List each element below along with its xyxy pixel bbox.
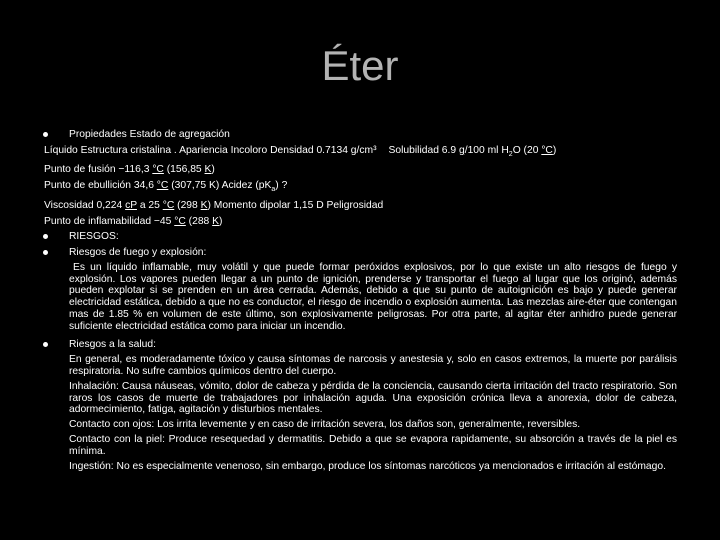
prop-estado-text: Líquido Estructura cristalina . Apariencia Incoloro Densidad 0.7134 g/cm³ <box>44 144 377 156</box>
link-celsius[interactable]: °C <box>156 180 169 192</box>
prop-fusion-text: Punto de fusión −116,3 <box>44 164 153 176</box>
prop-acidez-sub: a <box>271 186 276 194</box>
prop-line-estado <box>44 143 677 163</box>
salud-inhalacion-paragraph: Inhalación: Causa náuseas, vómito, dolor de cabeza y pérdida de la conciencia, causando cierta irritación del tracto respiratorio. Son raros los casos de muerte de trabajadores por inhalación aguda. Una exposición crónica lleva a anorexia, dolor de cabeza, adormecimiento, fatiga, agitación y disturbios mentales. <box>69 380 677 416</box>
link-centipoise[interactable]: cP <box>125 199 137 211</box>
slide-content <box>44 127 677 472</box>
bullet-dot-icon <box>43 132 48 137</box>
slide-title: Éter <box>321 42 399 89</box>
prop-ebullicion-end: ) ? <box>275 180 288 192</box>
link-celsius[interactable]: °C <box>174 215 186 227</box>
prop-viscosidad-temp: a 25 <box>136 199 163 211</box>
bullet-dot-icon <box>43 342 48 347</box>
prop-line-fusion <box>44 162 677 178</box>
link-celsius[interactable]: °C <box>541 144 553 156</box>
prop-ebullicion-acidez: (307,75 K) Acidez (pK <box>168 180 272 192</box>
prop-line-viscosidad <box>44 198 677 214</box>
bullet-propiedades <box>44 127 677 143</box>
prop-solubilidad-temp: O (20 <box>512 144 542 156</box>
fuego-heading: Riesgos de fuego y explosión: <box>69 247 207 259</box>
prop-inflamabilidad-text: Punto de inflamabilidad −45 <box>44 215 175 227</box>
salud-ingestion-paragraph: Ingestión: No es especialmente venenoso, sin embargo, produce los síntomas narcóticos ya mencionados e irritación al estómago. <box>69 460 666 472</box>
salud-general-paragraph: En general, es moderadamente tóxico y causa síntomas de narcosis y anestesia y, solo en casos extremos, la muerte por parálisis respiratoria. No sufre cambios químicos dentro del cuerpo. <box>69 354 677 377</box>
bullet-salud <box>44 337 677 353</box>
link-kelvin[interactable]: K <box>212 215 220 227</box>
salud-ojos-paragraph: Contacto con ojos: Los irrita levemente y en caso de irritación severa, los daños son, generalmente, reversibles. <box>69 419 581 431</box>
link-celsius[interactable]: °C <box>152 164 164 176</box>
prop-solubilidad-unit: /100 ml H <box>464 144 509 156</box>
prop-solubilidad-sub: 2 <box>508 150 513 158</box>
riesgos-heading: RIESGOS: <box>69 231 119 243</box>
prop-solubilidad-text: Solubilidad 6.9 <box>388 144 459 156</box>
salud-piel-paragraph: Contacto con la piel: Produce resequedad y dermatitis. Debido a que se evapora rapidamente, su absorción a través de la piel es mínima. <box>69 433 677 457</box>
prop-viscosidad-kelvin: (298 <box>174 199 201 211</box>
bullet-riesgos <box>44 229 677 245</box>
prop-line-inflamabilidad <box>44 214 677 230</box>
prop-solubilidad-end: ) <box>552 144 557 156</box>
propiedades-heading: Propiedades Estado de agregación <box>69 129 230 140</box>
prop-fusion-kelvin-text: (156,85 <box>163 164 205 176</box>
prop-line-ebullicion <box>44 178 677 198</box>
prop-viscosidad-end: ) Momento dipolar 1,15 D Peligrosidad <box>207 199 384 211</box>
salud-heading: Riesgos a la salud: <box>69 338 157 350</box>
link-gramo[interactable]: g <box>458 144 465 156</box>
prop-inflamabilidad-end: ) <box>219 215 223 227</box>
prop-ebullicion-text: Punto de ebullición 34,6 <box>44 180 157 192</box>
link-celsius[interactable]: °C <box>162 199 175 211</box>
prop-viscosidad-text: Viscosidad 0,224 <box>44 199 126 211</box>
prop-inflamabilidad-kelvin: (288 <box>185 215 213 227</box>
bullet-dot-icon <box>43 234 48 239</box>
link-kelvin[interactable]: K <box>204 164 212 176</box>
bullet-fuego <box>44 245 677 261</box>
prop-fusion-end: ) <box>211 164 215 176</box>
bullet-dot-icon <box>43 250 48 255</box>
link-kelvin[interactable]: K <box>200 199 208 211</box>
fuego-paragraph: Es un líquido inflamable, muy volátil y que puede formar peróxidos explosivos, por lo que existe un alto riesgos de fuego y explosión. Los vapores pueden llegar a un punto de ignición, prenderse y transportar el fuego al lugar que los originó, además pueden explotar si se prenden en un área cerrada. Además, debido a que su punto de autoignición es bajo y puede generar electricidad estática, debido a que no es conductor, el riesgo de incendio o explosión aumenta. Las mezclas aire-éter que contengan mas de 1.85 % en volumen de este último, son explosivamente peligrosas. Por otra parte, al agitar éter anhidro puede generar suficiente electricidad estática como para iniciar un incendio. <box>69 261 677 332</box>
